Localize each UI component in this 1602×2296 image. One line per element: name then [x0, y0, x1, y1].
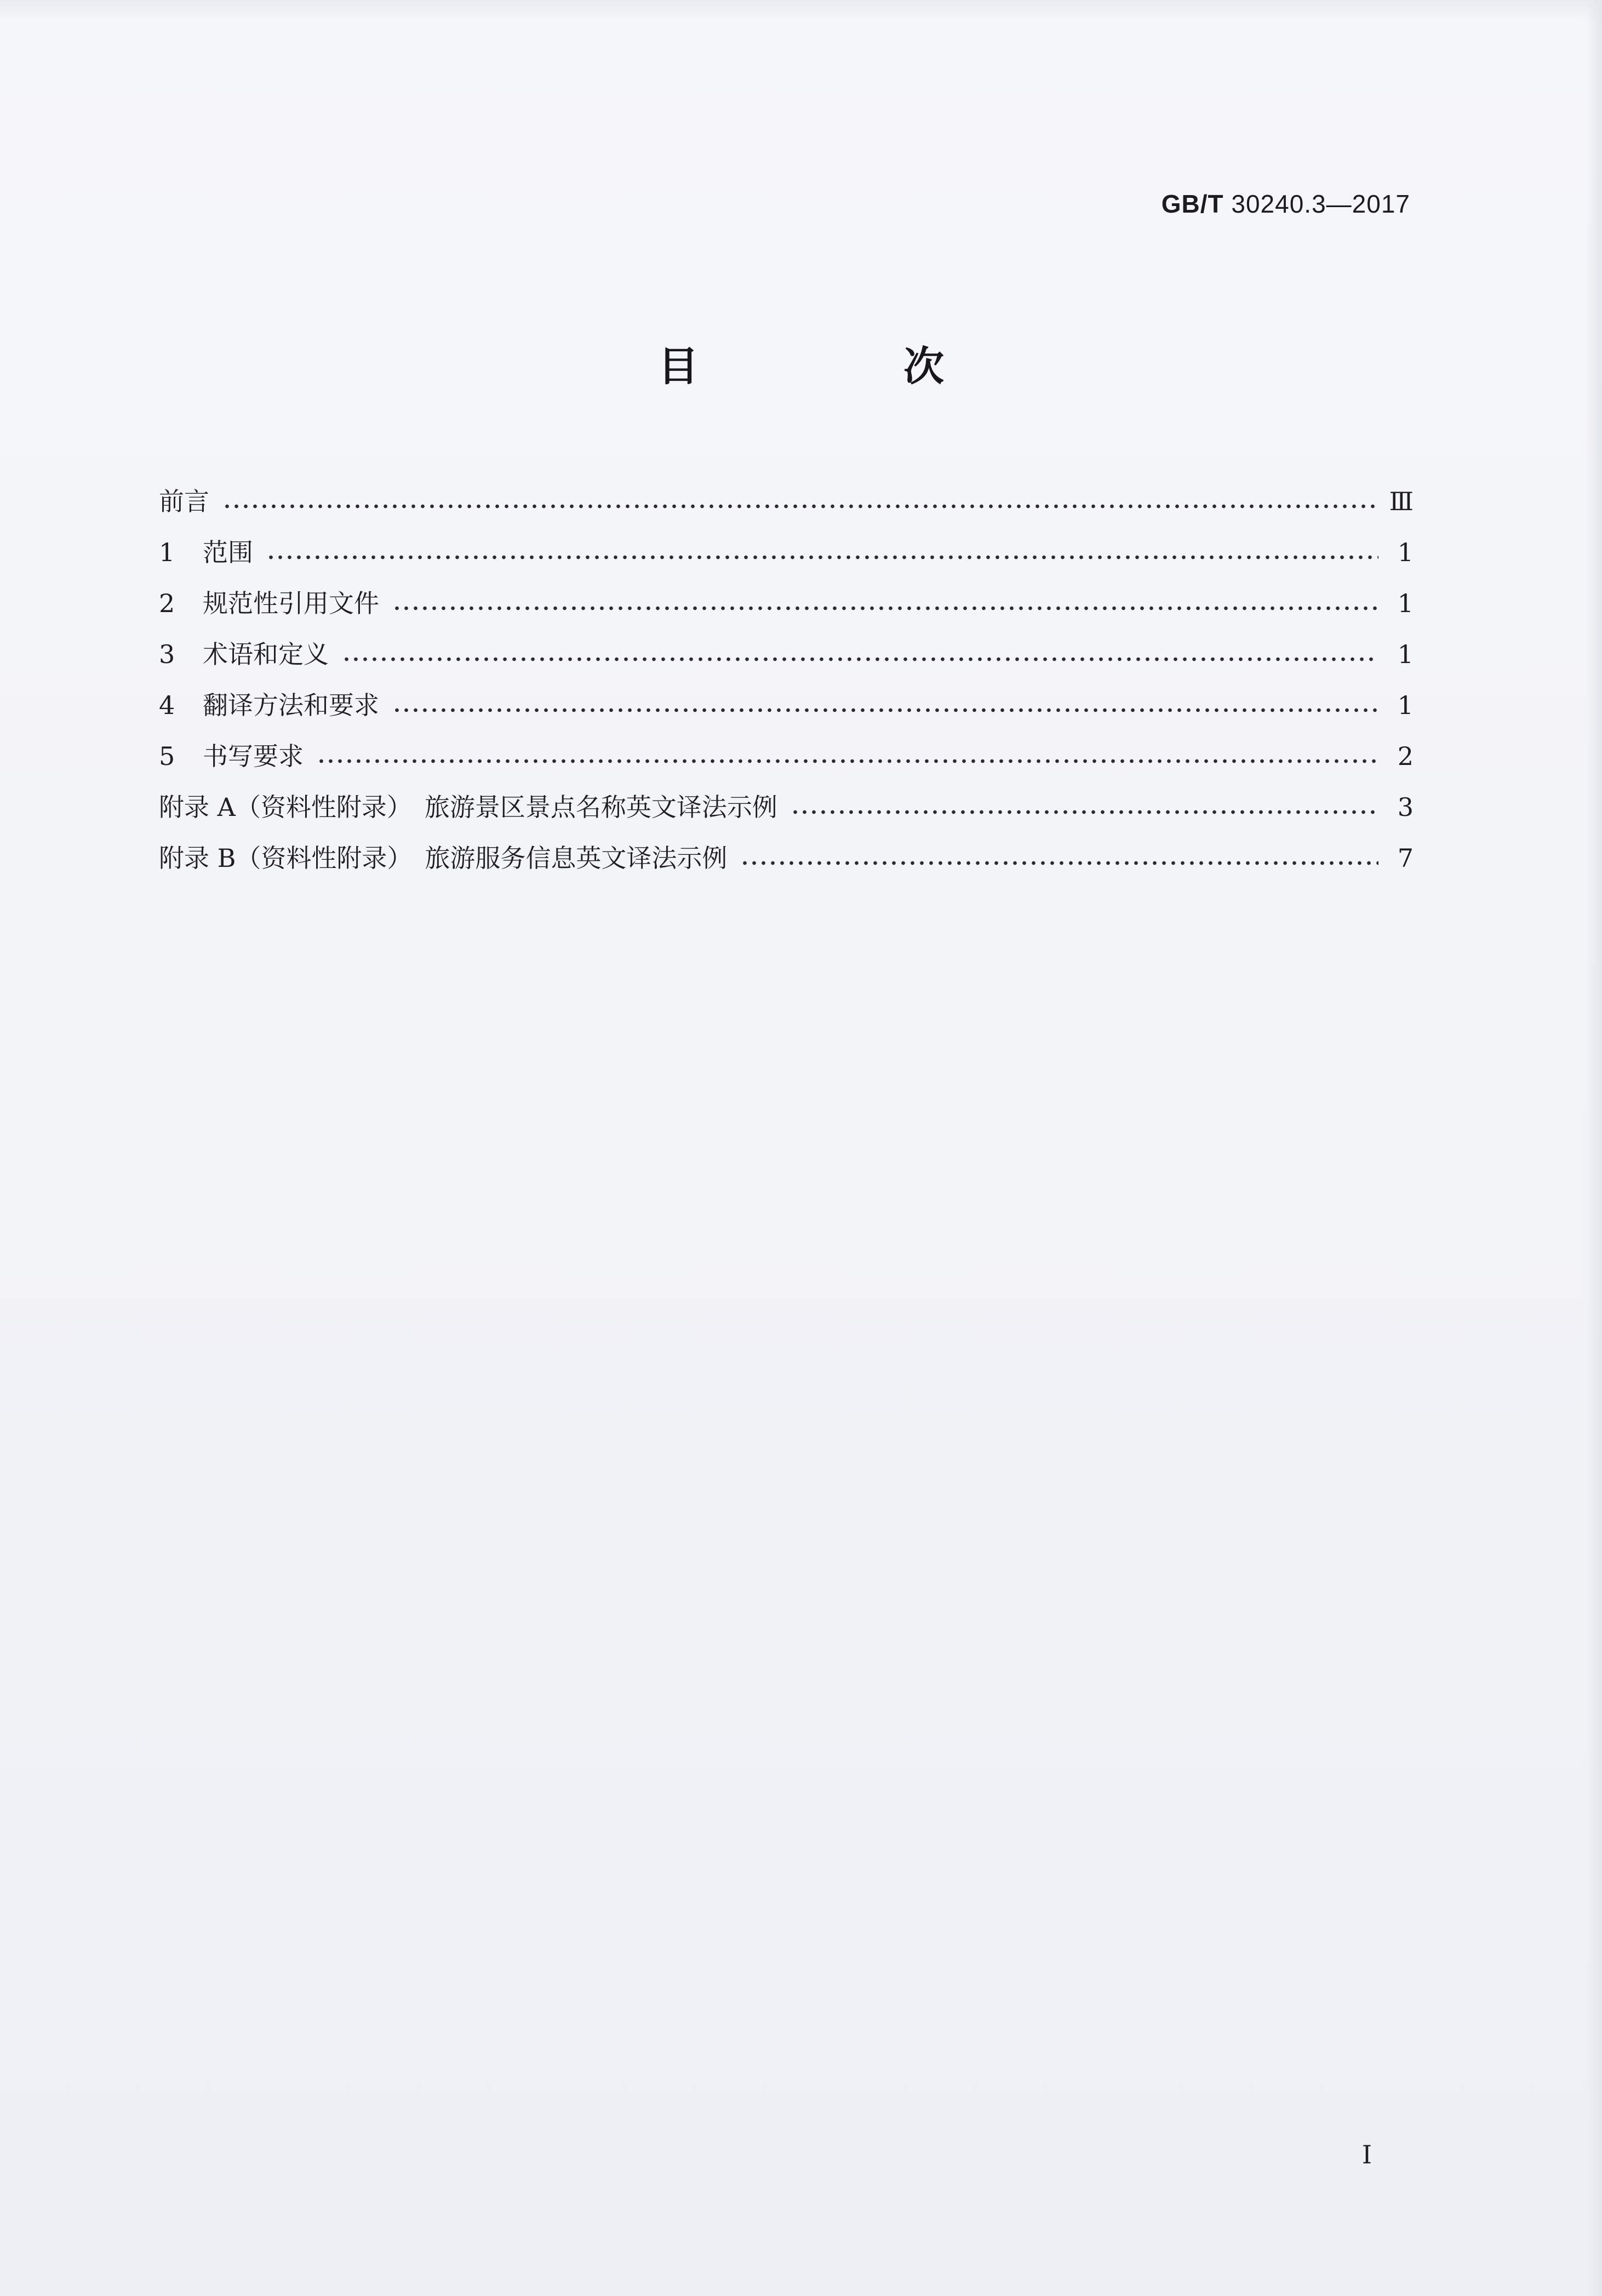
dot-leader [266, 553, 1378, 561]
toc-entry-annex-a [159, 772, 1414, 823]
toc-entry-page: 1 [1397, 690, 1414, 720]
toc-entry-label: 附录 A（资料性附录） 旅游景区景点名称英文译法示例 [159, 792, 777, 822]
toc-entry-number: 3 [159, 639, 175, 669]
dot-leader [342, 655, 1378, 663]
toc-entry-page: 1 [1397, 639, 1414, 669]
table-of-contents [159, 466, 1414, 873]
toc-title: 目 次 [658, 343, 1026, 390]
toc-entry-number: 1 [159, 538, 175, 567]
dot-leader [740, 859, 1378, 867]
standard-code: 30240.3—2017 [1231, 190, 1410, 218]
toc-entry-page: 3 [1397, 792, 1414, 822]
toc-entry-page: 1 [1397, 589, 1414, 618]
toc-entry-page: 2 [1397, 741, 1414, 771]
toc-entry-foreword [159, 466, 1414, 517]
toc-entry-label: 2 规范性引用文件 [159, 589, 379, 618]
standard-prefix: GB/T [1161, 190, 1224, 218]
toc-entry-page: Ⅲ [1389, 487, 1414, 516]
toc-entry-label: 附录 B（资料性附录） 旅游服务信息英文译法示例 [159, 843, 728, 873]
scan-edge-top [0, 0, 1602, 22]
toc-entry-number: 4 [159, 690, 175, 720]
toc-entry-label: 1 范围 [159, 538, 253, 567]
dot-leader [392, 604, 1378, 612]
toc-entry-writing-requirements [159, 721, 1414, 772]
standard-number [1162, 189, 1410, 219]
toc-entry-page: 7 [1397, 843, 1414, 873]
page-number: I [1361, 2140, 1372, 2169]
toc-entry-number: 2 [159, 589, 175, 618]
dot-leader [317, 757, 1378, 765]
toc-entry-label: 5 书写要求 [159, 741, 304, 771]
toc-entry-page: 1 [1397, 538, 1414, 567]
toc-entry-label: 前言 [159, 487, 209, 516]
toc-entry-label: 4 翻译方法和要求 [159, 690, 379, 720]
toc-entry-label: 3 术语和定义 [159, 639, 329, 669]
toc-entry-scope [159, 517, 1414, 568]
toc-entry-translation-methods [159, 670, 1414, 721]
dot-leader [392, 706, 1378, 714]
toc-entry-number: 5 [159, 741, 175, 771]
toc-entry-terms-definitions [159, 619, 1414, 670]
dot-leader [222, 502, 1378, 510]
toc-entry-normative-references [159, 568, 1414, 619]
toc-entry-annex-b [159, 823, 1414, 873]
dot-leader [791, 808, 1378, 816]
